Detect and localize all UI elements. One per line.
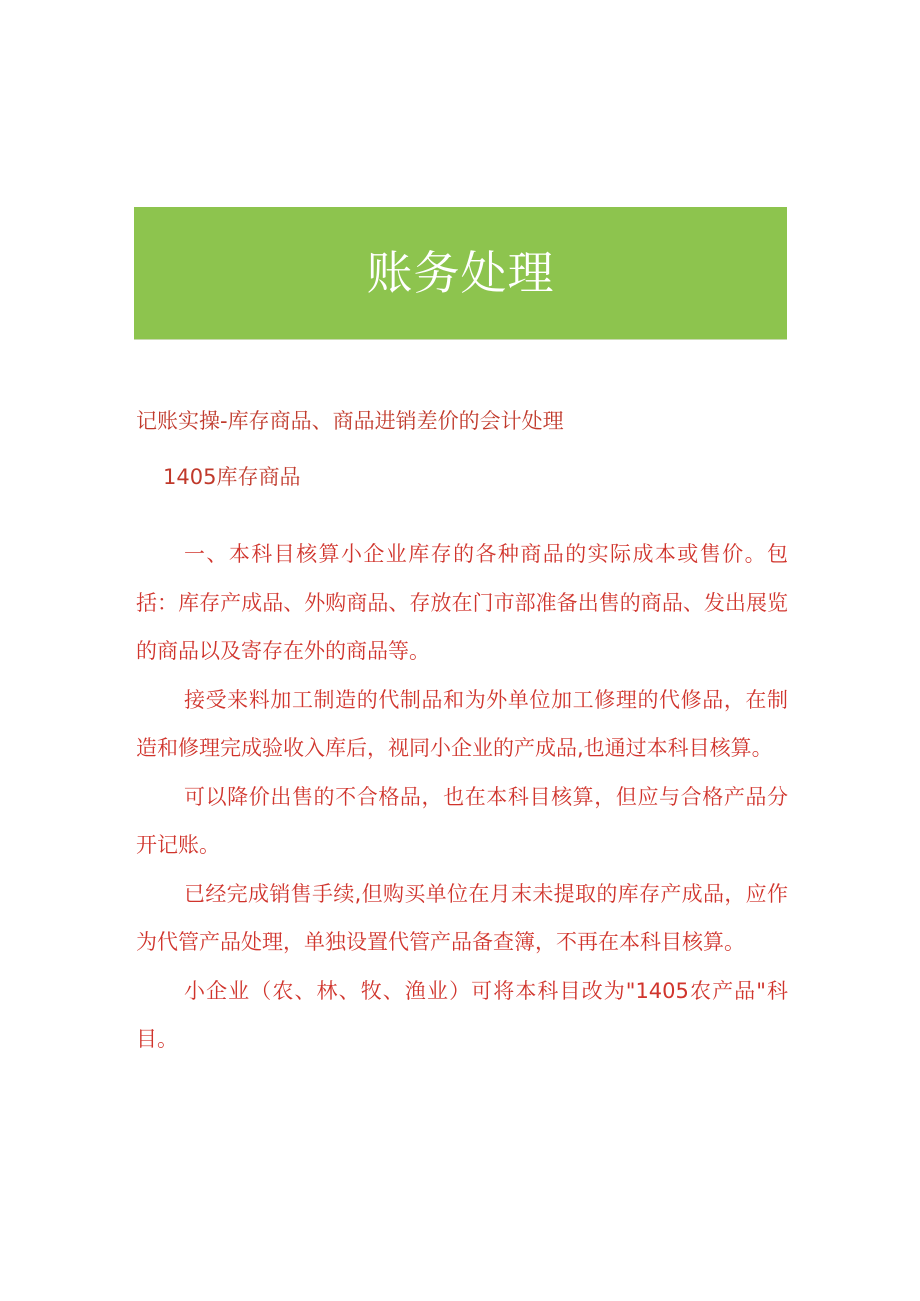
paragraph-agriculture: 小企业（农、林、牧、渔业）可将本科目改为"1405农产品"科目。 (136, 978, 788, 1051)
banner-title: 账务处理 (366, 246, 555, 300)
account-subheading: 1405库存商品 (163, 465, 301, 489)
paragraph-scope: 一、本科目核算小企业库存的各种商品的实际成本或售价。包括：库存产成品、外购商品、存放在门市部准备出售的商品、发出展览的商品以及寄存在外的商品等。 (136, 542, 788, 663)
document-heading: 记账实操-库存商品、商品进销差价的会计处理 (136, 409, 564, 433)
title-banner (134, 207, 787, 340)
document-body (136, 530, 788, 1064)
paragraph-custody-goods: 已经完成销售手续,但购买单位在月末未提取的库存产成品，应作为代管产品处理，单独设置代管产品备查簿，不再在本科目核算。 (136, 881, 788, 954)
paragraph-defective-goods: 可以降价出售的不合格品，也在本科目核算，但应与合格产品分开记账。 (136, 784, 788, 857)
paragraph-processed-goods: 接受来料加工制造的代制品和为外单位加工修理的代修品，在制造和修理完成验收入库后，视同小企业的产成品,也通过本科目核算。 (136, 687, 788, 760)
